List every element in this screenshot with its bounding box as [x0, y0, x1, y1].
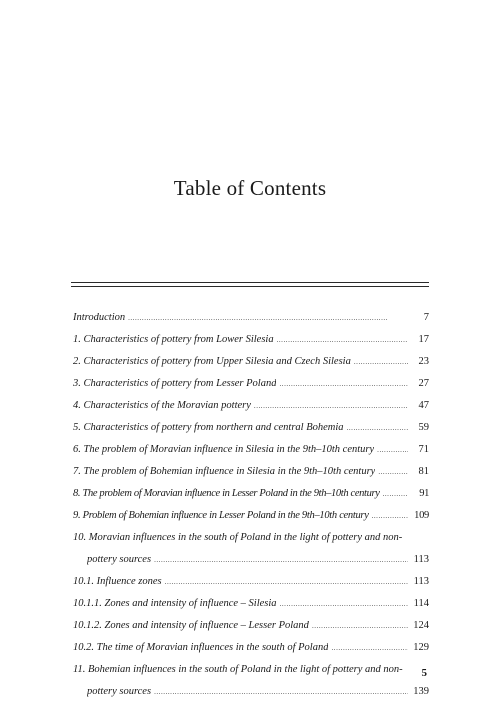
leader-dots	[165, 571, 408, 593]
toc-entry[interactable]	[73, 373, 429, 395]
toc-entry-label: 1. Characteristics of pottery from Lower Silesia	[73, 334, 274, 345]
toc-entry-label: 8. The problem of Moravian influence in Lesser Poland in the 9th–10th century	[73, 488, 380, 499]
toc-entry-page: 27	[418, 378, 429, 389]
toc-entry[interactable]	[73, 351, 429, 373]
leader-dots	[383, 483, 408, 505]
leader-dots	[312, 615, 408, 637]
toc-entry[interactable]	[73, 505, 429, 527]
toc-entry-label: 3. Characteristics of pottery from Lesser Poland	[73, 378, 277, 389]
toc-entry-page: 17	[418, 334, 429, 345]
page-number: 5	[421, 667, 427, 679]
toc-entry-page: 81	[418, 466, 429, 477]
toc-entry-page: 113	[413, 576, 429, 587]
toc-entry[interactable]	[73, 637, 429, 659]
toc-entry[interactable]	[73, 593, 429, 615]
toc-entry-label: 7. The problem of Bohemian influence in Silesia in the 9th–10th century	[73, 466, 376, 477]
toc-entry-page: 71	[418, 444, 429, 455]
leader-dots	[254, 395, 408, 417]
leader-dots	[154, 549, 408, 571]
leader-dots	[280, 593, 408, 615]
toc-entry-label: 10. Moravian influences in the south of Poland in the light of pottery and non-	[73, 532, 403, 543]
toc-entry-label: 11. Bohemian influences in the south of Poland in the light of pottery and non-	[73, 664, 403, 675]
toc-entry-label: 5. Characteristics of pottery from northern and central Bohemia	[73, 422, 344, 433]
title-rule-top	[71, 282, 429, 283]
toc-entry-page: 47	[418, 400, 429, 411]
toc-entry[interactable]	[73, 483, 429, 505]
toc-entry[interactable]	[73, 439, 429, 461]
leader-dots	[128, 307, 408, 329]
leader-dots	[372, 505, 408, 527]
leader-dots	[354, 351, 408, 373]
toc-entry[interactable]	[73, 395, 429, 417]
leader-dots	[331, 637, 408, 659]
leader-dots	[277, 329, 408, 351]
toc-entry-label: 10.1.2. Zones and intensity of influence – Lesser Poland	[73, 620, 309, 631]
toc-entry-continuation[interactable]	[73, 681, 429, 703]
toc-list	[73, 307, 429, 703]
toc-entry-page: 124	[413, 620, 429, 631]
toc-entry[interactable]	[73, 329, 429, 351]
toc-entry-page: 23	[418, 356, 429, 367]
toc-entry-label: pottery sources	[87, 686, 152, 697]
title-rule-bottom	[71, 286, 429, 287]
leader-dots	[347, 417, 408, 439]
toc-entry-label: 10.1. Influence zones	[73, 576, 162, 587]
toc-entry[interactable]	[73, 527, 429, 549]
toc-entry-label: pottery sources	[87, 554, 152, 565]
leader-dots	[378, 461, 408, 483]
toc-entry-page: 129	[413, 642, 429, 653]
toc-entry-label: 9. Problem of Bohemian influence in Lesser Poland in the 9th–10th century	[73, 510, 369, 521]
toc-entry-page: 91	[419, 488, 429, 499]
toc-entry[interactable]	[73, 417, 429, 439]
toc-entry-page: 7	[423, 312, 429, 323]
toc-entry[interactable]	[73, 571, 429, 593]
leader-dots	[279, 373, 408, 395]
toc-entry[interactable]	[73, 659, 429, 681]
toc-entry-page: 59	[418, 422, 429, 433]
toc-entry-label: 10.1.1. Zones and intensity of influence – Silesia	[73, 598, 277, 609]
toc-entry-label: 10.2. The time of Moravian influences in the south of Poland	[73, 642, 329, 653]
toc-entry-label: 4. Characteristics of the Moravian pottery	[73, 400, 251, 411]
page-title: Table of Contents	[173, 176, 327, 200]
leader-dots	[377, 439, 408, 461]
toc-entry-page: 139	[413, 686, 429, 697]
toc-entry-page: 114	[413, 598, 429, 609]
toc-entry-label: 2. Characteristics of pottery from Upper Silesia and Czech Silesia	[73, 356, 351, 367]
toc-entry-page: 113	[413, 554, 429, 565]
leader-dots	[154, 681, 408, 703]
toc-entry-page: 109	[414, 510, 429, 521]
toc-entry[interactable]	[73, 461, 429, 483]
toc-entry[interactable]	[73, 307, 429, 329]
toc-entry-continuation[interactable]	[73, 549, 429, 571]
toc-entry[interactable]	[73, 615, 429, 637]
toc-entry-label: Introduction	[73, 312, 126, 323]
toc-entry-label: 6. The problem of Moravian influence in Silesia in the 9th–10th century	[73, 444, 375, 455]
